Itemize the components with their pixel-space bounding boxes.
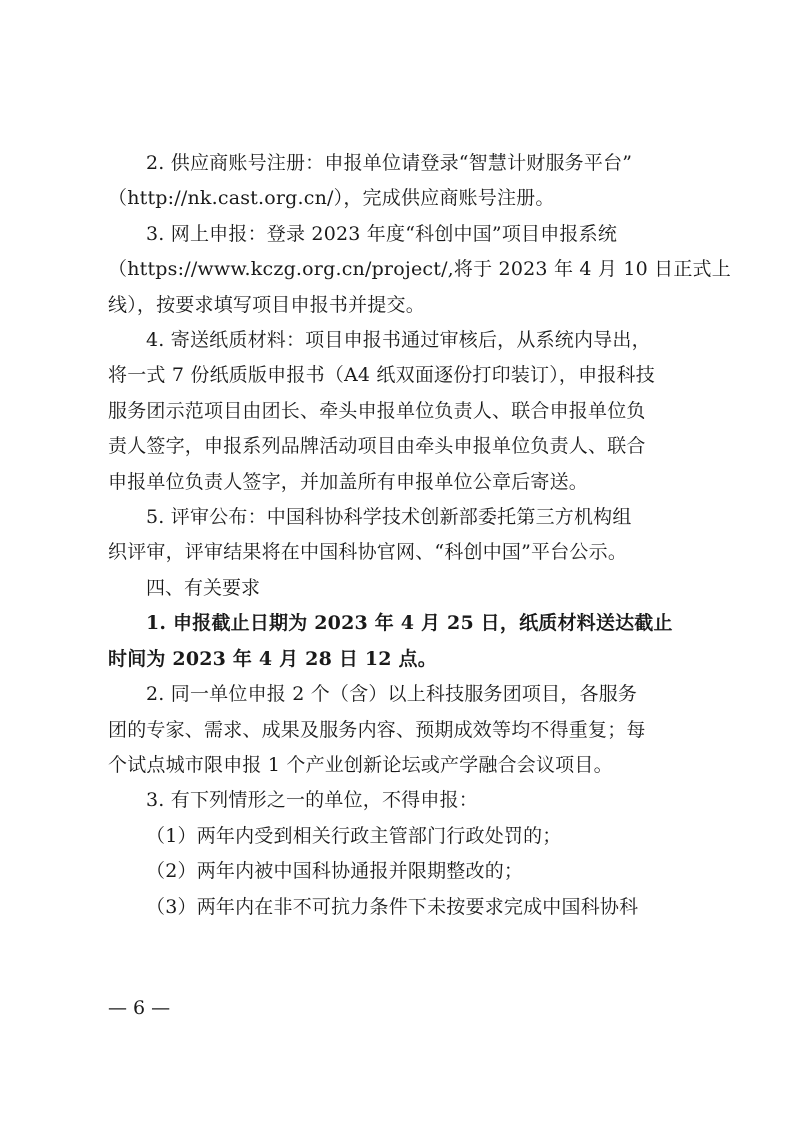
text-line: 个试点城市限申报 1 个产业创新论坛或产学融合会议项目。 [108,753,613,776]
paragraph-exclusions [108,783,694,818]
text-line: 2. 同一单位申报 2 个（含）以上科技服务团项目，各服务 [146,683,638,706]
paragraph-review-publication [108,500,694,571]
text-line: 责人签字，申报系列品牌活动项目由牵头申报单位负责人、联合 [108,435,646,458]
list-item [108,854,694,889]
section-heading: 四、有关要求 [146,576,261,599]
text-line: 3. 有下列情形之一的单位，不得申报： [146,789,478,812]
page-number: — 6 — [108,997,171,1019]
text-line: 3. 网上申报：登录 2023 年度“科创中国”项目申报系统 [146,222,618,245]
text-line: 团的专家、需求、成果及服务内容、预期成效等均不得重复；每 [108,718,646,741]
text-line: 1. 申报截止日期为 2023 年 4 月 25 日，纸质材料送达截止 [146,612,673,635]
text-line: （http://nk.cast.org.cn/），完成供应商账号注册。 [108,187,555,210]
text-line: 时间为 2023 年 4 月 28 日 12 点。 [108,647,437,670]
body-text [108,146,731,925]
paragraph-supplier-registration [108,146,694,217]
text-line: 服务团示范项目由团长、牵头申报单位负责人、联合申报单位负 [108,399,646,422]
text-line: 线），按要求填写项目申报书并提交。 [108,293,425,316]
text-line: 5. 评审公布：中国科协科学技术创新部委托第三方机构组 [146,506,632,529]
text-line: 4. 寄送纸质材料：项目申报书通过审核后，从系统内导出， [146,329,651,352]
paragraph-paper-materials [108,323,694,500]
text-line: 2. 供应商账号注册：申报单位请登录“智慧计财服务平台” [146,152,633,174]
paragraph-unit-limits [108,677,694,783]
text-line: 将一式 7 份纸质版申报书（A4 纸双面逐份打印装订），申报科技 [108,364,655,387]
text-line: （https://www.kczg.org.cn/project/,将于 2023 年 4 月 10 日正式上 [108,258,731,281]
list-item [108,819,694,854]
list-item [108,890,694,925]
paragraph-online-application [108,217,731,323]
text-line: （2）两年内被中国科协通报并限期整改的； [146,860,524,883]
text-line: （3）两年内在非不可抗力条件下未按要求完成中国科协科 [146,895,639,918]
text-line: 申报单位负责人签字，并加盖所有申报单位公章后寄送。 [108,470,589,493]
text-line: 织评审，评审结果将在中国科协官网、“科创中国”平台公示。 [108,541,628,564]
paragraph-deadline [108,606,694,677]
text-line: （1）两年内受到相关行政主管部门行政处罚的； [146,824,562,847]
